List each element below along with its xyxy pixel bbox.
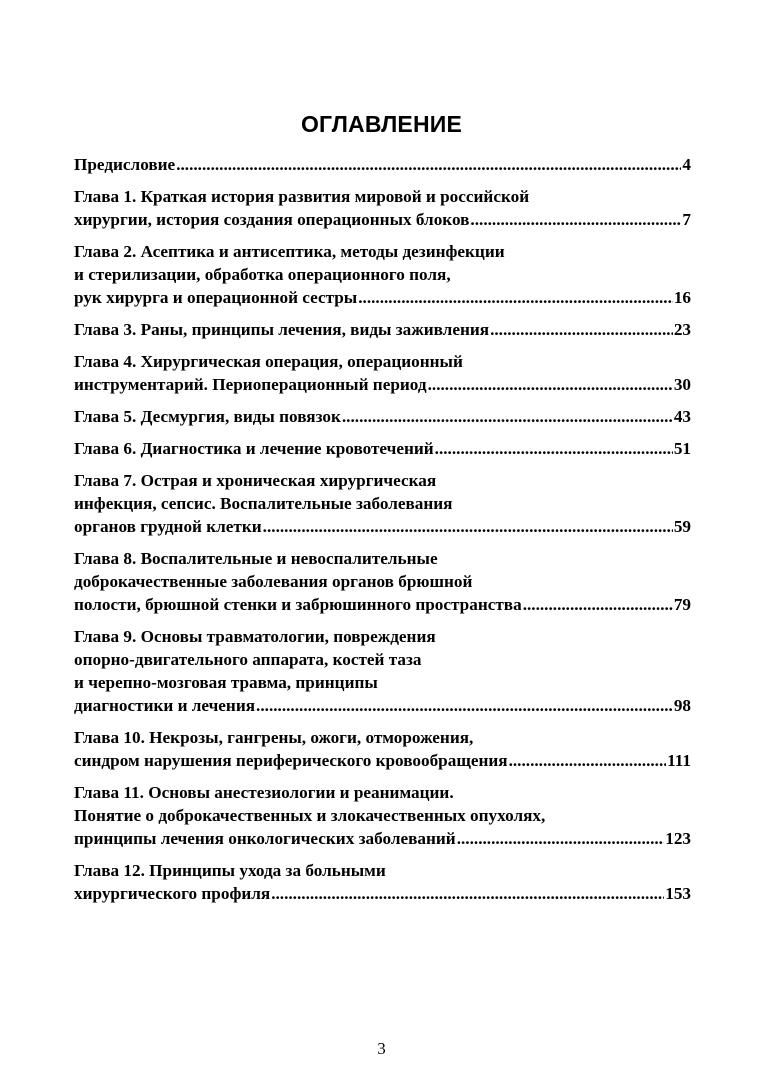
- toc-entry-last-line: [74, 153, 691, 176]
- table-of-contents: [74, 153, 691, 914]
- dot-leader: [176, 153, 681, 176]
- dot-leader: [457, 827, 665, 850]
- dot-leader: [523, 593, 673, 616]
- toc-entry-last-line: [74, 827, 691, 850]
- toc-page-number: 43: [673, 407, 691, 426]
- dot-leader: [490, 318, 673, 341]
- toc-entry: [74, 726, 691, 772]
- toc-entry: [74, 781, 691, 850]
- toc-page-number: 123: [665, 829, 691, 848]
- toc-page-number: 16: [673, 288, 691, 307]
- toc-entry: [74, 469, 691, 538]
- toc-page-number: 30: [673, 375, 691, 394]
- toc-entry-last-line: [74, 437, 691, 460]
- toc-entry-title: Глава 3. Раны, принципы лечения, виды заживления: [74, 320, 490, 339]
- toc-entry-title: рук хирурга и операционной сестры: [74, 288, 358, 307]
- dot-leader: [509, 749, 667, 772]
- toc-entry: [74, 625, 691, 717]
- toc-entry: [74, 547, 691, 616]
- toc-entry-last-line: [74, 208, 691, 231]
- toc-entry-line: Глава 10. Некрозы, гангрены, ожоги, отморожения,: [74, 728, 474, 747]
- toc-entry-line: Глава 1. Краткая история развития мировой и российской: [74, 187, 530, 206]
- toc-page-number: 79: [673, 595, 691, 614]
- toc-entry-last-line: [74, 593, 691, 616]
- toc-entry-last-line: [74, 882, 691, 905]
- dot-leader: [342, 405, 673, 428]
- toc-entry-line: Глава 4. Хирургическая операция, операционный: [74, 352, 463, 371]
- page-title: ОГЛАВЛЕНИЕ: [300, 111, 463, 137]
- toc-page-number: 111: [667, 751, 691, 770]
- page-number: 3: [377, 1039, 386, 1058]
- toc-entry: [74, 405, 691, 428]
- toc-entry: [74, 318, 691, 341]
- toc-entry-line: Глава 2. Асептика и антисептика, методы дезинфекции: [74, 242, 505, 261]
- dot-leader: [435, 437, 673, 460]
- toc-entry-last-line: [74, 694, 691, 717]
- toc-page-number: 51: [673, 439, 691, 458]
- toc-entry-last-line: [74, 749, 691, 772]
- dot-leader: [358, 286, 673, 309]
- toc-entry: [74, 859, 691, 905]
- toc-entry-title: органов грудной клетки: [74, 517, 262, 536]
- toc-page-number: 7: [682, 210, 691, 229]
- toc-entry-title: Глава 5. Десмургия, виды повязок: [74, 407, 341, 426]
- toc-entry-title: Глава 6. Диагностика и лечение кровотечений: [74, 439, 434, 458]
- toc-entry-title: диагностики и лечения: [74, 696, 256, 715]
- toc-entry-title: хирургии, история создания операционных блоков: [74, 210, 470, 229]
- toc-entry-last-line: [74, 373, 691, 396]
- toc-entry-line: Глава 11. Основы анестезиологии и реанимации.: [74, 783, 454, 802]
- toc-page-number: 23: [673, 320, 691, 339]
- toc-entry-last-line: [74, 318, 691, 341]
- toc-entry: [74, 350, 691, 396]
- toc-entry-title: синдром нарушения периферического кровообращения: [74, 751, 508, 770]
- dot-leader: [470, 208, 681, 231]
- toc-entry-line: Глава 12. Принципы ухода за больными: [74, 861, 386, 880]
- toc-entry-last-line: [74, 515, 691, 538]
- toc-entry-line: и стерилизации, обработка операционного поля,: [74, 265, 451, 284]
- toc-entry-last-line: [74, 405, 691, 428]
- toc-entry-title: Предисловие: [74, 155, 176, 174]
- toc-entry: [74, 185, 691, 231]
- toc-entry-line: инфекция, сепсис. Воспалительные заболевания: [74, 494, 453, 513]
- toc-page-number: 98: [673, 696, 691, 715]
- toc-page-number: 153: [665, 884, 691, 903]
- toc-entry: [74, 240, 691, 309]
- toc-entry-line: и черепно-мозговая травма, принципы: [74, 673, 378, 692]
- dot-leader: [428, 373, 673, 396]
- toc-entry-line: Глава 9. Основы травматологии, повреждения: [74, 627, 436, 646]
- toc-entry-line: Глава 7. Острая и хроническая хирургическая: [74, 471, 437, 490]
- toc-entry-line: опорно-двигательного аппарата, костей таза: [74, 650, 422, 669]
- toc-entry: [74, 437, 691, 460]
- dot-leader: [256, 694, 673, 717]
- toc-entry: [74, 153, 691, 176]
- toc-entry-title: инструментарий. Периоперационный период: [74, 375, 427, 394]
- toc-page-number: 59: [673, 517, 691, 536]
- dot-leader: [271, 882, 664, 905]
- toc-entry-title: хирургического профиля: [74, 884, 271, 903]
- dot-leader: [263, 515, 673, 538]
- toc-entry-line: Глава 8. Воспалительные и невоспалительные: [74, 549, 438, 568]
- toc-entry-line: Понятие о доброкачественных и злокачественных опухолях,: [74, 806, 546, 825]
- toc-entry-title: полости, брюшной стенки и забрюшинного пространства: [74, 595, 522, 614]
- toc-entry-title: принципы лечения онкологических заболеваний: [74, 829, 456, 848]
- toc-page-number: 4: [682, 155, 691, 174]
- toc-entry-last-line: [74, 286, 691, 309]
- toc-entry-line: доброкачественные заболевания органов брюшной: [74, 572, 473, 591]
